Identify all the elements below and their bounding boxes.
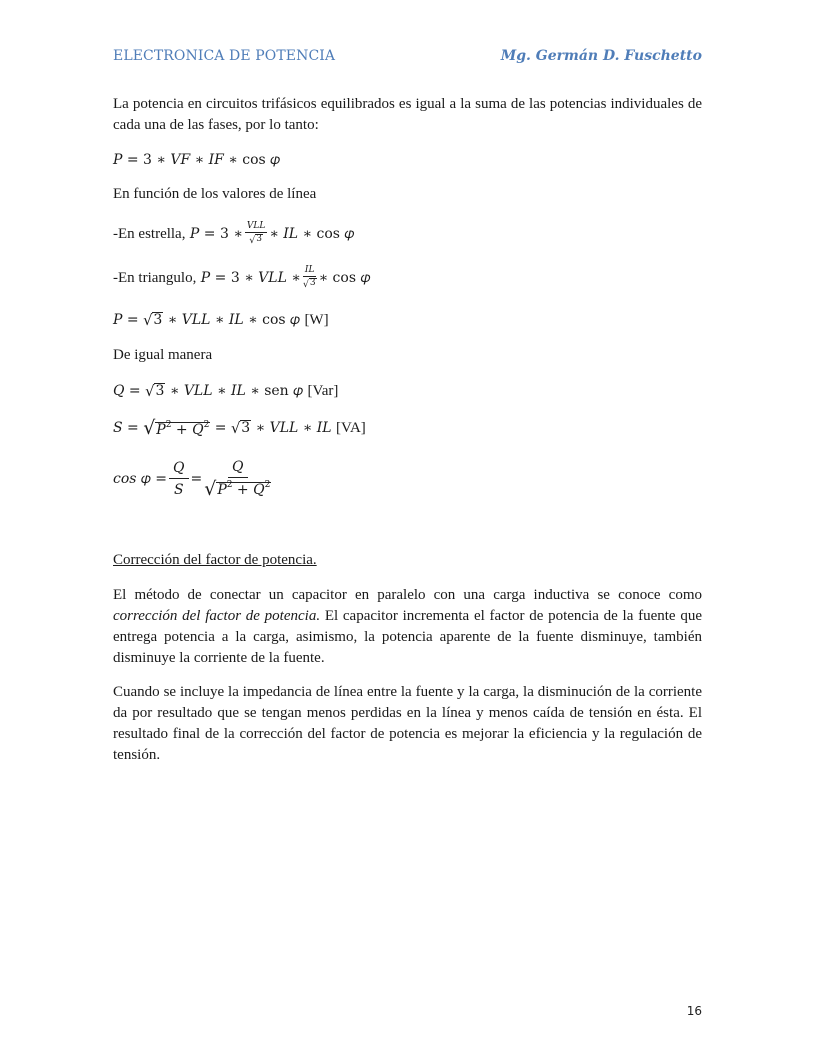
fraction-numerator: 𝑄 <box>228 459 247 478</box>
sqrt-sum-squares: √ 𝑃$^2$ + 𝑄$^2$ <box>143 417 210 440</box>
paragraph-line-impedance: Cuando se incluye la impedancia de línea entre la fuente y la carga, la disminución de la corriente da por resultado que se tengan menos perdidas en la línea y menos caída de tensión en ésta. El resultado final de la corrección del factor de potencia es mejorar la eficiencia y la regulación de tensión. <box>113 684 702 763</box>
reactive-power-unit: [Var] <box>307 383 339 399</box>
fraction-denominator: 𝑆 <box>173 481 184 498</box>
reactive-power-rhs: ∗ 𝑉𝐿𝐿 ∗ 𝐼𝐿 ∗ sen 𝜑 <box>169 383 304 399</box>
equation-active-power <box>113 310 329 331</box>
active-power-rhs: ∗ 𝑉𝐿𝐿 ∗ 𝐼𝐿 ∗ cos 𝜑 <box>167 312 300 328</box>
star-numerator: 𝑉𝐿𝐿 <box>246 221 266 232</box>
sqrt-three: √ 3 <box>143 311 163 329</box>
section-title: Corrección del factor de potencia. <box>113 552 317 568</box>
triangle-rhs: ∗ cos 𝜑 <box>318 269 371 286</box>
equation-power-factor <box>113 454 273 504</box>
star-rhs: ∗ 𝐼𝐿 ∗ cos 𝜑 <box>269 225 355 242</box>
reactive-power-lhs: 𝑄 = <box>113 383 141 399</box>
paragraph-italic-term: corrección del factor de potencia. <box>113 608 321 624</box>
equation-apparent-power <box>113 418 366 439</box>
equation-star <box>113 216 354 252</box>
star-label: -En estrella, <box>113 225 186 242</box>
power-factor-lhs: 𝑐𝑜𝑠 𝜑 = <box>113 470 168 487</box>
header-author: Mg. Germán D. Fuschetto <box>500 48 702 64</box>
star-fraction <box>245 221 267 246</box>
equation-phase-power: 𝑃 = 3 ∗ 𝑉𝐹 ∗ 𝐼𝐹 ∗ cos 𝜑 <box>113 152 281 168</box>
line-values-label: En función de los valores de línea <box>113 186 317 202</box>
paragraph-text: El método de conectar un capacitor en paralelo con una carga inductiva se conoce como <box>113 587 702 603</box>
triangle-lhs: 𝑃 = 3 ∗ 𝑉𝐿𝐿 ∗ <box>200 269 301 286</box>
q-over-s-fraction <box>169 460 188 499</box>
equals-sign: = <box>214 420 227 436</box>
active-power-lhs: 𝑃 = <box>113 312 139 328</box>
sqrt-three: √ 3 <box>145 382 165 400</box>
equation-reactive-power <box>113 381 338 402</box>
paragraph-pf-correction <box>113 585 702 669</box>
paragraph-text: El capacitor incrementa el factor de potencia de la fuente que entrega potencia a la carga, asimismo, la potencia aparente de la fuente disminuye, también disminuye la corriente de la fuente. <box>113 608 702 666</box>
star-denominator: √ 3 <box>249 234 262 246</box>
q-over-root-fraction <box>204 459 271 500</box>
fraction-denominator: √ 𝑃$^2$ + 𝑄$^2$ <box>204 477 271 500</box>
same-way-label: De igual manera <box>113 347 213 363</box>
star-lhs: 𝑃 = 3 ∗ <box>189 225 243 242</box>
equals-sign: = <box>190 470 203 487</box>
triangle-numerator: 𝐼𝐿 <box>304 265 315 276</box>
page-number: 16 <box>686 1004 702 1018</box>
apparent-power-rhs: ∗ 𝑉𝐿𝐿 ∗ 𝐼𝐿 <box>255 420 332 436</box>
triangle-denominator: √ 3 <box>302 278 316 290</box>
triangle-fraction <box>303 265 317 290</box>
apparent-power-unit: [VA] <box>336 420 366 436</box>
triangle-label: -En triangulo, <box>113 269 197 286</box>
active-power-unit: [W] <box>304 312 329 328</box>
apparent-power-lhs: 𝑆 = <box>113 420 139 436</box>
intro-paragraph: La potencia en circuitos trifásicos equilibrados es igual a la suma de las potencias individuales de cada una de las fases, por lo tanto: <box>113 96 702 133</box>
sqrt-three: √ 3 <box>230 419 251 437</box>
equation-triangle <box>113 260 370 296</box>
fraction-numerator: 𝑄 <box>169 460 188 479</box>
header-title: ELECTRONICA DE POTENCIA <box>113 48 336 64</box>
